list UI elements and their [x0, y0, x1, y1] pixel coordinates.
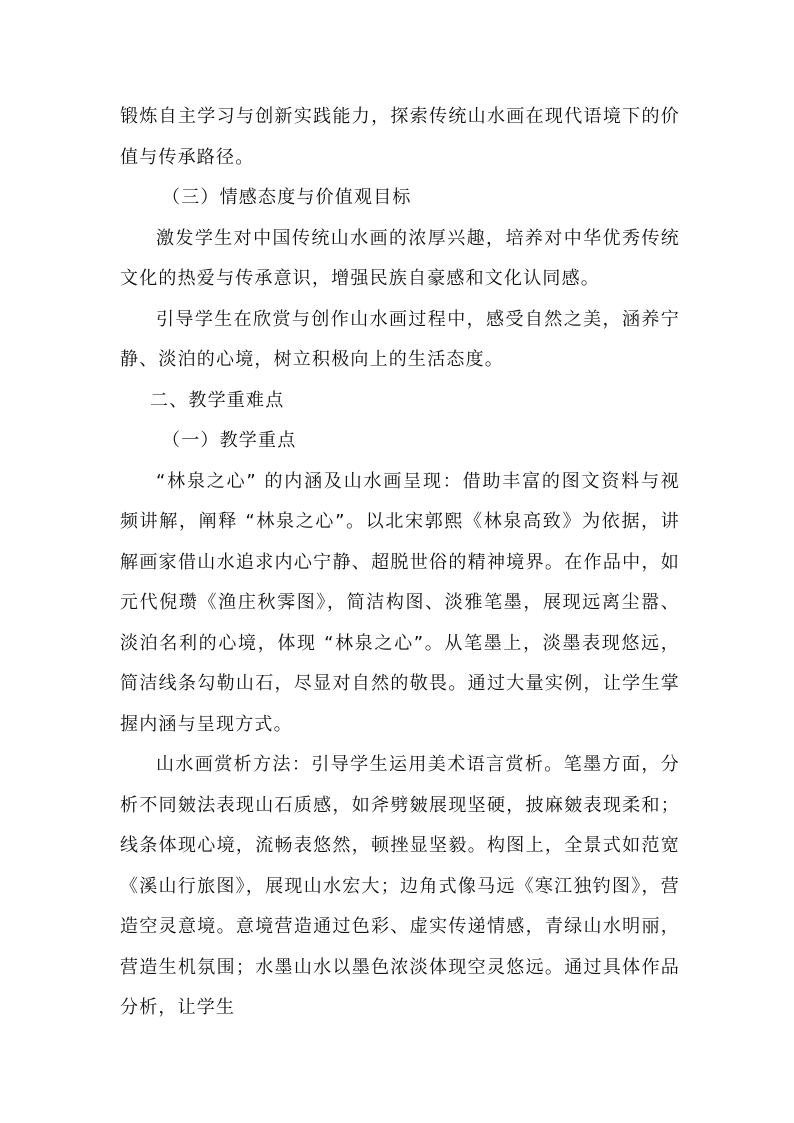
- heading-emotion-values-goal: （三）情感态度与价值观目标: [162, 187, 412, 208]
- paragraph-appreciation-methods: 山水画赏析方法：引导学生运用美术语言赏析。笔墨方面，分析不同皴法表现山石质感，如斧劈皴展现坚硬，披麻皴表现柔和；线条体现心境，流畅表悠然，顿挫显坚毅。构图上，全景式如范宽《溪山行旅图》，展现山水宏大；边角式像马远《寒江独钓图》，营造空灵意境。意境营造通过色彩、虚实传递情感，青绿山水明丽，营造生机氛围；水墨山水以墨色浓淡体现空灵悠远。通过具体作品分析，让学生: [120, 754, 680, 1018]
- paragraph-self-learning-continued: 锻炼自主学习与创新实践能力，探索传统山水画在现代语境下的价值与传承路径。: [120, 106, 680, 168]
- document-body: [120, 97, 680, 1029]
- heading-teaching-key-difficult-points: 二、教学重难点: [150, 389, 285, 411]
- paragraph-appreciation-attitude: 引导学生在欣赏与创作山水画过程中，感受自然之美，涵养宁静、淡泊的心境，树立积极向上的生活态度。: [120, 308, 680, 370]
- heading-teaching-key-points: （一）教学重点: [162, 430, 297, 451]
- paragraph-interest-culture: 激发学生对中国传统山水画的浓厚兴趣，培养对中华优秀传统文化的热爱与传承意识，增强民族自豪感和文化认同感。: [120, 227, 680, 289]
- paragraph-linquan-heart: “林泉之心” 的内涵及山水画呈现：借助丰富的图文资料与视频讲解，阐释 “林泉之心”。以北宋郭熙《林泉高致》为依据，讲解画家借山水追求内心宁静、超脱世俗的精神境界。在作品中，如元代倪瓒《渔庄秋霁图》，简洁构图、淡雅笔墨，展现远离尘嚣、淡泊名利的心境，体现 “林泉之心”。从笔墨上，淡墨表现悠远，简洁线条勾勒山石，尽显对自然的敬畏。通过大量实例，让学生掌握内涵与呈现方式。: [120, 470, 680, 735]
